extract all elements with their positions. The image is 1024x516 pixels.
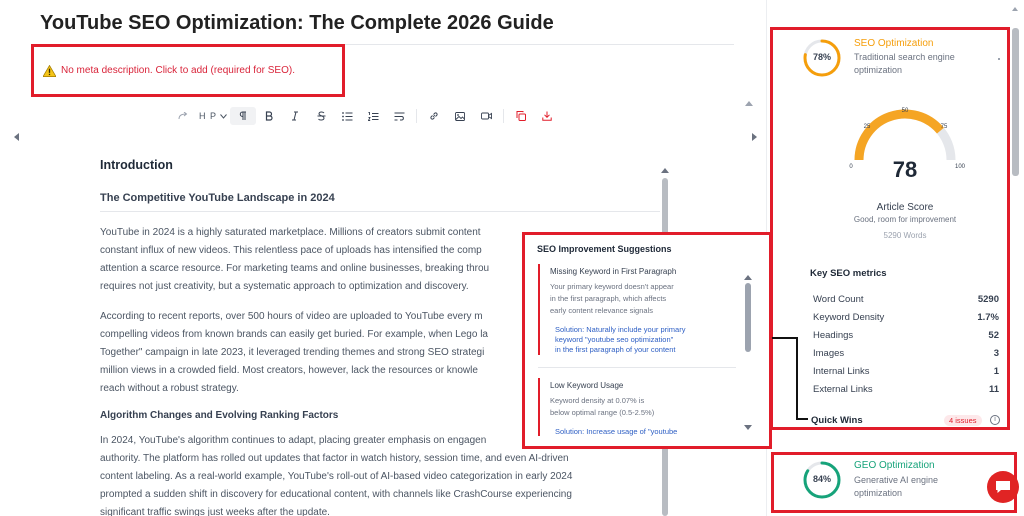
metric-row-word-count xyxy=(813,294,999,305)
gauge-tick-0: 0 xyxy=(849,164,853,170)
metric-value: 1 xyxy=(993,366,999,377)
meta-description-warning[interactable] xyxy=(31,44,345,97)
chevron-down-icon xyxy=(220,114,227,119)
redo-icon[interactable] xyxy=(170,107,196,125)
article-score-sublabel: Good, room for improvement xyxy=(853,215,957,224)
heading-dropdown[interactable] xyxy=(196,107,230,125)
suggestion-solution xyxy=(550,325,736,355)
paragraph-line: million views in a crowded field. Most creators, however, lack the resources or knowle xyxy=(100,365,478,376)
article-score-value: 78 xyxy=(892,157,918,182)
editor-scroll-up-icon[interactable] xyxy=(745,101,753,106)
sidebar-scrollbar[interactable] xyxy=(1012,0,1019,516)
suggestion-heading: Missing Keyword in First Paragraph xyxy=(550,267,677,276)
metric-label: Internal Links xyxy=(813,366,870,377)
metric-label: Images xyxy=(813,348,845,359)
seo-optimization-title[interactable]: SEO Optimization xyxy=(854,38,934,49)
paragraph-line: requires not just creativity, but a systematic approach to optimization and discovery. xyxy=(100,281,469,292)
gauge-tick-75: 75 xyxy=(940,124,948,130)
suggestion-item[interactable] xyxy=(538,378,736,436)
heading-landscape: The Competitive YouTube Landscape in 2024 xyxy=(100,192,660,212)
download-icon[interactable] xyxy=(534,107,560,125)
metric-row-keyword-density xyxy=(813,312,999,323)
seo-optimization-subtitle: Traditional search engine optimization xyxy=(854,52,955,75)
document-title[interactable]: YouTube SEO Optimization: The Complete 2026 Guide xyxy=(40,12,554,34)
metric-label: Headings xyxy=(813,330,854,341)
geo-optimization-title[interactable]: GEO Optimization xyxy=(854,460,935,471)
suggestion-item[interactable] xyxy=(538,264,736,355)
toolbar-divider xyxy=(503,109,504,123)
suggestion-heading: Low Keyword Usage xyxy=(550,381,624,390)
heading-introduction: Introduction xyxy=(100,158,173,172)
solution-line: Solution: Naturally include your primary xyxy=(555,325,686,334)
suggestions-scroll-thumb[interactable] xyxy=(745,283,751,352)
chat-button[interactable] xyxy=(987,471,1019,503)
solution-line: in the first paragraph of your content xyxy=(555,345,676,354)
meta-warning-text: No meta description. Click to add (required for SEO). xyxy=(61,65,295,76)
paragraph-line: significant traffic swings just weeks after the update. xyxy=(100,507,330,516)
metric-row-internal-links xyxy=(813,366,999,377)
paragraph-line: content labeling. As a real-world example, YouTube's roll-out of AI-based video categorization in early 2024 xyxy=(100,471,573,482)
metric-value: 11 xyxy=(988,384,999,395)
metric-row-images xyxy=(813,348,999,359)
suggestions-title: SEO Improvement Suggestions xyxy=(537,244,672,254)
suggestion-description xyxy=(550,395,736,419)
paragraph-icon[interactable] xyxy=(230,107,256,125)
paragraph-line: YouTube in 2024 is a highly saturated marketplace. Millions of creators submit content xyxy=(100,227,481,238)
gauge-tick-100: 100 xyxy=(954,164,966,170)
description-line: Your primary keyword doesn't appear xyxy=(550,282,674,291)
numbered-list-icon[interactable] xyxy=(360,107,386,125)
suggestion-solution xyxy=(550,427,736,436)
warning-icon xyxy=(43,65,56,77)
key-seo-metrics-title: Key SEO metrics xyxy=(810,268,887,279)
metric-value: 1.7% xyxy=(977,312,999,323)
copy-icon[interactable] xyxy=(508,107,534,125)
video-icon[interactable] xyxy=(473,107,499,125)
editor-toolbar xyxy=(170,107,560,125)
scroll-up-icon[interactable] xyxy=(661,168,669,173)
metric-row-external-links xyxy=(813,384,999,395)
metric-value: 52 xyxy=(988,330,999,341)
info-icon[interactable]: i xyxy=(990,415,1000,425)
solution-line: Solution: Increase usage of "youtube xyxy=(555,427,678,436)
description-line: in the first paragraph, which affects xyxy=(550,294,667,303)
link-icon[interactable] xyxy=(421,107,447,125)
quick-wins-title[interactable]: Quick Wins xyxy=(811,415,863,426)
issues-badge[interactable]: 4 issues xyxy=(944,415,982,426)
metric-label: Word Count xyxy=(813,294,864,305)
suggestions-list[interactable] xyxy=(538,264,736,436)
image-icon[interactable] xyxy=(447,107,473,125)
word-count-label: 5290 Words xyxy=(883,231,927,240)
description-line: Keyword density at 0.07% is xyxy=(550,396,645,405)
more-dot-icon xyxy=(998,58,1000,60)
paragraph-line: authority. The platform has rolled out updates that factor in watch history, session time, and even AI-driven xyxy=(100,453,569,464)
bold-icon[interactable] xyxy=(256,107,282,125)
paragraph-line: constant influx of new videos. This relentless pace of uploads has intensified the comp xyxy=(100,245,482,256)
suggestions-scroll-up-icon[interactable] xyxy=(744,275,752,280)
description-line: early content relevance signals xyxy=(550,306,653,315)
heading-algorithm: Algorithm Changes and Evolving Ranking Factors xyxy=(100,410,339,421)
italic-icon[interactable] xyxy=(282,107,308,125)
description-line: below optimal range (0.5-2.5%) xyxy=(550,408,655,417)
sidebar-scroll-thumb[interactable] xyxy=(1012,28,1019,176)
suggestion-description xyxy=(550,281,736,317)
metric-value: 5290 xyxy=(977,294,999,305)
geo-percent: 84% xyxy=(812,474,831,484)
text-wrap-icon[interactable] xyxy=(386,107,412,125)
sidebar-scroll-up-icon[interactable] xyxy=(1012,7,1018,11)
paragraph-line: Together" campaign in late 2023, it leveraged trending themes and strong SEO strategi xyxy=(100,347,485,358)
paragraph-line: According to recent reports, over 500 hours of video are uploaded to YouTube every m xyxy=(100,311,483,322)
metric-label: External Links xyxy=(813,384,873,395)
scroll-right-icon[interactable] xyxy=(752,133,757,141)
scroll-left-icon[interactable] xyxy=(14,133,19,141)
metric-row-headings xyxy=(813,330,999,341)
suggestion-divider xyxy=(538,367,736,368)
metric-value: 3 xyxy=(993,348,999,359)
solution-line: keyword "youtube seo optimization" xyxy=(555,335,674,344)
strikethrough-icon[interactable] xyxy=(308,107,334,125)
seo-percent: 78% xyxy=(812,52,831,62)
bullet-list-icon[interactable] xyxy=(334,107,360,125)
paragraph-line: attention a scarce resource. For marketing teams and online businesses, breaking throu xyxy=(100,263,490,274)
gauge-tick-50: 50 xyxy=(901,108,909,114)
chat-icon xyxy=(995,480,1011,494)
heading-dropdown-label: H P xyxy=(198,111,217,121)
geo-optimization-subtitle: Generative AI engine optimization xyxy=(854,475,939,498)
paragraph-line: compelling videos from known brands can easily get buried. For example, when Lego la xyxy=(100,329,488,340)
paragraph-line: In 2024, YouTube's algorithm continues to adapt, placing greater emphasis on engagen xyxy=(100,435,487,446)
suggestions-scroll-down-icon[interactable] xyxy=(744,425,752,430)
paragraph-line: reach without a robust strategy. xyxy=(100,383,239,394)
article-score-label: Article Score xyxy=(876,202,934,213)
paragraph-line: prompted a sudden shift in discovery for educational content, with channels like CrashCourse experiencing xyxy=(100,489,572,500)
gauge-tick-25: 25 xyxy=(863,124,871,130)
toolbar-divider xyxy=(416,109,417,123)
metric-label: Keyword Density xyxy=(813,312,885,323)
